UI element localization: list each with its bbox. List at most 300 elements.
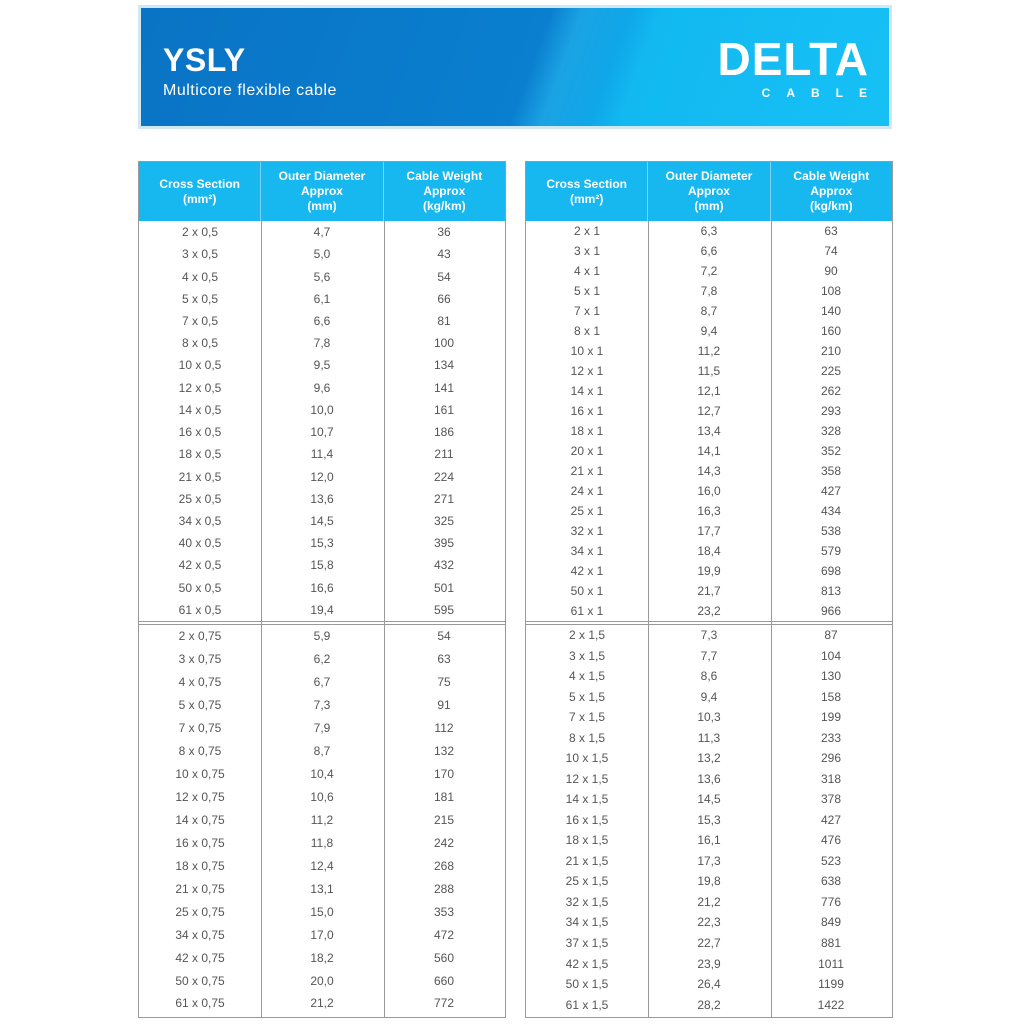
table-row xyxy=(526,222,892,241)
cross-section-cell: 40 x 0,5 xyxy=(178,536,222,551)
cross-section-cell: 25 x 0,75 xyxy=(175,904,225,919)
cable-weight-cell: 134 xyxy=(433,358,455,373)
outer-diameter-cell: 7,7 xyxy=(700,648,718,663)
table-row xyxy=(526,872,892,891)
cable-weight-cell: 63 xyxy=(824,224,838,238)
header-banner xyxy=(138,5,892,129)
cross-section-cell: 50 x 0,75 xyxy=(175,973,225,988)
cable-weight-cell: 352 xyxy=(820,444,842,458)
table-row xyxy=(526,687,892,706)
table-row xyxy=(139,856,505,875)
table-row xyxy=(526,402,892,421)
outer-diameter-cell: 15,3 xyxy=(310,536,334,551)
table-row xyxy=(526,422,892,441)
table-row xyxy=(526,362,892,381)
cable-weight-cell: 579 xyxy=(820,544,842,558)
cross-section-cell: 5 x 1,5 xyxy=(568,689,606,704)
table-row xyxy=(139,788,505,807)
outer-diameter-cell: 10,3 xyxy=(697,710,721,725)
table-row xyxy=(526,522,892,541)
cross-section-cell: 34 x 1,5 xyxy=(565,915,609,930)
table-row xyxy=(526,322,892,341)
cable-weight-cell: 523 xyxy=(820,853,842,868)
cross-section-cell: 4 x 1,5 xyxy=(568,669,606,684)
cable-weight-cell: 108 xyxy=(820,284,842,298)
cable-weight-cell: 595 xyxy=(433,602,455,617)
cable-weight-cell: 233 xyxy=(820,730,842,745)
outer-diameter-cell: 26,4 xyxy=(697,977,721,992)
cross-section-cell: 61 x 1,5 xyxy=(565,997,609,1012)
cable-weight-cell: 378 xyxy=(820,792,842,807)
cable-weight-cell: 211 xyxy=(434,447,454,462)
cable-weight-cell: 262 xyxy=(820,384,842,398)
cable-weight-cell: 638 xyxy=(820,874,842,889)
table-row xyxy=(526,975,892,994)
table-row xyxy=(526,646,892,665)
product-title: YSLY xyxy=(163,42,246,78)
cross-section-cell: 12 x 0,5 xyxy=(178,380,222,395)
column-divider xyxy=(648,221,649,1017)
cable-weight-cell: 87 xyxy=(824,628,838,643)
cross-section-cell: 50 x 1,5 xyxy=(565,977,609,992)
table-row xyxy=(139,245,505,264)
cable-weight-cell: 271 xyxy=(433,491,455,506)
cable-weight-cell: 538 xyxy=(820,524,842,538)
cross-section-cell: 18 x 1,5 xyxy=(565,833,609,848)
cable-weight-cell: 660 xyxy=(433,973,455,988)
logo-word: DELTA xyxy=(717,33,869,85)
cross-section-cell: 16 x 0,5 xyxy=(178,425,222,440)
cable-weight-cell: 63 xyxy=(437,652,451,667)
outer-diameter-cell: 14,3 xyxy=(697,464,721,478)
outer-diameter-cell: 8,7 xyxy=(313,744,331,759)
table-row xyxy=(139,742,505,761)
cable-weight-cell: 849 xyxy=(820,915,842,930)
cable-weight-cell: 91 xyxy=(437,698,451,713)
cable-weight-cell: 432 xyxy=(433,558,455,573)
product-subtitle: Multicore flexible cable xyxy=(163,82,337,99)
table-row xyxy=(526,442,892,461)
cable-weight-cell: 112 xyxy=(434,721,454,736)
outer-diameter-cell: 5,0 xyxy=(313,247,331,262)
column-divider xyxy=(384,221,385,1017)
table-row xyxy=(139,971,505,990)
cross-section-cell: 14 x 0,75 xyxy=(175,812,225,827)
cross-section-cell: 3 x 0,5 xyxy=(181,247,219,262)
outer-diameter-cell: 11,5 xyxy=(697,364,721,378)
cross-section-cell: 5 x 0,5 xyxy=(181,291,219,306)
cross-section-cell: 34 x 0,5 xyxy=(178,513,222,528)
cross-section-cell: 5 x 0,75 xyxy=(178,698,222,713)
cross-section-cell: 8 x 0,5 xyxy=(181,336,219,351)
outer-diameter-cell: 15,0 xyxy=(310,904,334,919)
cross-section-cell: 61 x 1 xyxy=(570,604,604,618)
outer-diameter-cell: 11,2 xyxy=(697,344,721,358)
cross-section-cell: 25 x 1 xyxy=(570,504,604,518)
table-row xyxy=(139,765,505,784)
table-row xyxy=(526,810,892,829)
outer-diameter-cell: 23,2 xyxy=(697,604,721,618)
table-section xyxy=(526,221,892,625)
table-row xyxy=(139,948,505,967)
outer-diameter-cell: 11,3 xyxy=(697,730,721,745)
column-header: Cross Section (mm²) xyxy=(526,162,648,221)
outer-diameter-cell: 11,8 xyxy=(310,835,334,850)
table-row xyxy=(139,489,505,508)
cross-section-cell: 10 x 0,75 xyxy=(175,767,225,782)
table-row xyxy=(139,810,505,829)
outer-diameter-cell: 16,3 xyxy=(697,504,721,518)
table-row xyxy=(526,954,892,973)
cable-weight-cell: 81 xyxy=(437,313,451,328)
cable-weight-cell: 1422 xyxy=(817,997,845,1012)
table-row xyxy=(139,627,505,646)
outer-diameter-cell: 6,1 xyxy=(313,291,331,306)
cross-section-cell: 12 x 1,5 xyxy=(565,771,609,786)
outer-diameter-cell: 4,7 xyxy=(313,225,331,240)
cross-section-cell: 42 x 1,5 xyxy=(565,956,609,971)
table-section xyxy=(139,625,505,1015)
cross-section-cell: 7 x 0,75 xyxy=(178,721,222,736)
cable-weight-cell: 501 xyxy=(433,580,455,595)
cross-section-cell: 34 x 1 xyxy=(570,544,604,558)
cross-section-cell: 4 x 0,5 xyxy=(181,269,219,284)
outer-diameter-cell: 21,2 xyxy=(697,894,721,909)
cable-weight-cell: 296 xyxy=(820,751,842,766)
outer-diameter-cell: 17,3 xyxy=(697,853,721,868)
cable-weight-cell: 434 xyxy=(820,504,842,518)
cable-weight-cell: 66 xyxy=(437,291,451,306)
table-row xyxy=(526,851,892,870)
cable-weight-cell: 161 xyxy=(433,402,455,417)
cable-weight-cell: 215 xyxy=(433,812,455,827)
outer-diameter-cell: 6,6 xyxy=(700,244,718,258)
cable-weight-cell: 325 xyxy=(433,513,455,528)
cross-section-cell: 18 x 1 xyxy=(570,424,604,438)
table-row xyxy=(526,282,892,301)
table-row xyxy=(526,892,892,911)
cross-section-cell: 12 x 0,75 xyxy=(175,790,225,805)
outer-diameter-cell: 7,8 xyxy=(700,284,718,298)
table-row xyxy=(139,356,505,375)
cross-section-cell: 7 x 1,5 xyxy=(568,710,606,725)
outer-diameter-cell: 12,1 xyxy=(697,384,721,398)
cable-weight-cell: 353 xyxy=(433,904,455,919)
table-row xyxy=(526,462,892,481)
table-row xyxy=(139,879,505,898)
cable-weight-cell: 141 xyxy=(433,380,455,395)
table-row xyxy=(139,467,505,486)
cross-section-cell: 2 x 0,5 xyxy=(181,225,219,240)
cable-weight-cell: 472 xyxy=(433,927,455,942)
outer-diameter-cell: 13,6 xyxy=(310,491,334,506)
cable-weight-cell: 132 xyxy=(433,744,455,759)
outer-diameter-cell: 7,3 xyxy=(700,628,718,643)
cable-weight-cell: 74 xyxy=(824,244,838,258)
cable-weight-cell: 54 xyxy=(437,629,451,644)
delta-cable-logo xyxy=(659,33,883,102)
table-row xyxy=(526,933,892,952)
cable-table-left xyxy=(138,161,506,1018)
outer-diameter-cell: 10,6 xyxy=(310,790,334,805)
table-row xyxy=(526,502,892,521)
column-header: Cable Weight Approx (kg/km) xyxy=(793,169,870,213)
table-row xyxy=(139,378,505,397)
outer-diameter-cell: 14,5 xyxy=(697,792,721,807)
outer-diameter-cell: 7,8 xyxy=(313,336,331,351)
table-row xyxy=(139,223,505,242)
cable-weight-cell: 395 xyxy=(433,536,455,551)
outer-diameter-cell: 5,6 xyxy=(313,269,331,284)
cable-weight-cell: 288 xyxy=(433,881,455,896)
cross-section-cell: 25 x 0,5 xyxy=(178,491,222,506)
outer-diameter-cell: 12,0 xyxy=(310,469,334,484)
table-row xyxy=(526,831,892,850)
outer-diameter-cell: 9,6 xyxy=(313,380,331,395)
cable-weight-cell: 1011 xyxy=(818,956,844,971)
table-row xyxy=(139,534,505,553)
cross-section-cell: 4 x 1 xyxy=(573,264,600,278)
cable-table-right xyxy=(525,161,893,1018)
table-row xyxy=(139,267,505,286)
cross-section-cell: 5 x 1 xyxy=(573,284,600,298)
cross-section-cell: 18 x 0,5 xyxy=(178,447,222,462)
table-section xyxy=(526,625,892,1015)
cable-weight-cell: 560 xyxy=(433,950,455,965)
cross-section-cell: 32 x 1,5 xyxy=(565,894,609,909)
cross-section-cell: 37 x 1,5 xyxy=(565,935,609,950)
cross-section-cell: 42 x 0,5 xyxy=(178,558,222,573)
outer-diameter-cell: 17,7 xyxy=(697,524,721,538)
table-row xyxy=(526,667,892,686)
cable-weight-cell: 75 xyxy=(437,675,451,690)
table-row xyxy=(139,400,505,419)
cable-weight-cell: 242 xyxy=(433,835,455,850)
cross-section-cell: 7 x 0,5 xyxy=(181,313,219,328)
cable-weight-cell: 776 xyxy=(820,894,842,909)
outer-diameter-cell: 9,4 xyxy=(700,689,718,704)
table-row xyxy=(526,602,892,621)
outer-diameter-cell: 13,1 xyxy=(310,881,334,896)
cross-section-cell: 21 x 0,75 xyxy=(175,881,225,896)
cross-section-cell: 14 x 0,5 xyxy=(178,402,222,417)
cable-weight-cell: 772 xyxy=(433,996,455,1011)
table-row xyxy=(526,302,892,321)
cable-weight-cell: 160 xyxy=(820,324,842,338)
cross-section-cell: 24 x 1 xyxy=(570,484,604,498)
outer-diameter-cell: 21,7 xyxy=(697,584,721,598)
cable-weight-cell: 318 xyxy=(820,771,842,786)
outer-diameter-cell: 9,4 xyxy=(700,324,718,338)
table-header xyxy=(526,162,892,221)
table-row xyxy=(139,311,505,330)
table-row xyxy=(139,673,505,692)
outer-diameter-cell: 5,9 xyxy=(313,629,331,644)
outer-diameter-cell: 15,3 xyxy=(697,812,721,827)
outer-diameter-cell: 7,3 xyxy=(313,698,331,713)
column-divider xyxy=(771,221,772,1017)
table-row xyxy=(139,334,505,353)
cross-section-cell: 3 x 0,75 xyxy=(178,652,222,667)
cross-section-cell: 2 x 0,75 xyxy=(178,629,222,644)
cable-weight-cell: 698 xyxy=(820,564,842,578)
cable-weight-cell: 43 xyxy=(437,247,451,262)
cable-weight-cell: 104 xyxy=(820,648,842,663)
outer-diameter-cell: 22,7 xyxy=(697,935,721,950)
cable-weight-cell: 328 xyxy=(820,424,842,438)
cross-section-cell: 8 x 0,75 xyxy=(178,744,222,759)
column-header: Outer Diameter Approx (mm) xyxy=(261,162,383,221)
outer-diameter-cell: 10,4 xyxy=(310,767,334,782)
outer-diameter-cell: 13,4 xyxy=(697,424,721,438)
table-row xyxy=(139,556,505,575)
outer-diameter-cell: 18,4 xyxy=(697,544,721,558)
cable-weight-cell: 881 xyxy=(820,935,842,950)
outer-diameter-cell: 11,2 xyxy=(310,812,334,827)
cable-weight-cell: 476 xyxy=(820,833,842,848)
table-row xyxy=(526,582,892,601)
cross-section-cell: 10 x 1 xyxy=(570,344,604,358)
outer-diameter-cell: 10,7 xyxy=(310,425,334,440)
cross-section-cell: 3 x 1 xyxy=(573,244,600,258)
cross-section-cell: 4 x 0,75 xyxy=(178,675,222,690)
cable-weight-cell: 54 xyxy=(437,269,451,284)
cable-weight-cell: 186 xyxy=(433,425,455,440)
outer-diameter-cell: 13,2 xyxy=(697,751,721,766)
cross-section-cell: 2 x 1 xyxy=(573,224,600,238)
outer-diameter-cell: 9,5 xyxy=(313,358,331,373)
cable-weight-cell: 1199 xyxy=(818,977,844,992)
table-row xyxy=(139,650,505,669)
cross-section-cell: 8 x 1,5 xyxy=(568,730,606,745)
table-row xyxy=(526,626,892,645)
outer-diameter-cell: 6,7 xyxy=(313,675,331,690)
outer-diameter-cell: 23,9 xyxy=(697,956,721,971)
cable-weight-cell: 140 xyxy=(820,304,842,318)
outer-diameter-cell: 12,4 xyxy=(310,858,334,873)
table-row xyxy=(139,289,505,308)
table-row xyxy=(526,749,892,768)
table-row xyxy=(526,708,892,727)
outer-diameter-cell: 16,1 xyxy=(697,833,721,848)
table-row xyxy=(526,382,892,401)
cross-section-cell: 7 x 1 xyxy=(573,304,600,318)
cross-section-cell: 20 x 1 xyxy=(570,444,604,458)
cable-weight-cell: 130 xyxy=(820,669,842,684)
outer-diameter-cell: 11,4 xyxy=(310,447,334,462)
cross-section-cell: 10 x 0,5 xyxy=(178,358,222,373)
table-row xyxy=(526,790,892,809)
table-row xyxy=(139,445,505,464)
outer-diameter-cell: 17,0 xyxy=(310,927,334,942)
cable-weight-cell: 210 xyxy=(820,344,842,358)
cable-weight-cell: 813 xyxy=(820,584,842,598)
table-row xyxy=(139,719,505,738)
cable-weight-cell: 181 xyxy=(433,790,455,805)
table-row xyxy=(139,423,505,442)
cross-section-cell: 42 x 1 xyxy=(570,564,604,578)
cross-section-cell: 3 x 1,5 xyxy=(568,648,606,663)
cross-section-cell: 50 x 1 xyxy=(570,584,604,598)
outer-diameter-cell: 7,2 xyxy=(700,264,718,278)
table-row xyxy=(139,833,505,852)
table-row xyxy=(526,342,892,361)
cable-weight-cell: 100 xyxy=(433,336,455,351)
outer-diameter-cell: 12,7 xyxy=(697,404,721,418)
outer-diameter-cell: 18,2 xyxy=(310,950,334,965)
cable-weight-cell: 427 xyxy=(820,812,842,827)
column-header: Cable Weight Approx (kg/km) xyxy=(406,169,483,213)
logo-sub: CABLE xyxy=(761,86,883,100)
cable-weight-cell: 224 xyxy=(433,469,455,484)
cross-section-cell: 42 x 0,75 xyxy=(175,950,225,965)
table-row xyxy=(526,482,892,501)
table-row xyxy=(139,994,505,1013)
table-row xyxy=(526,913,892,932)
cable-weight-cell: 358 xyxy=(820,464,842,478)
cross-section-cell: 61 x 0,75 xyxy=(175,996,225,1011)
outer-diameter-cell: 20,0 xyxy=(310,973,334,988)
outer-diameter-cell: 19,4 xyxy=(310,602,334,617)
table-row xyxy=(139,578,505,597)
outer-diameter-cell: 6,6 xyxy=(313,313,331,328)
table-row xyxy=(139,511,505,530)
table-row xyxy=(526,242,892,261)
outer-diameter-cell: 8,7 xyxy=(700,304,718,318)
table-header xyxy=(139,162,505,221)
outer-diameter-cell: 22,3 xyxy=(697,915,721,930)
outer-diameter-cell: 6,2 xyxy=(313,652,331,667)
cross-section-cell: 21 x 1 xyxy=(570,464,604,478)
cable-weight-cell: 158 xyxy=(820,689,842,704)
cross-section-cell: 16 x 1 xyxy=(570,404,604,418)
outer-diameter-cell: 6,3 xyxy=(700,224,718,238)
table-section xyxy=(139,221,505,625)
cable-weight-cell: 170 xyxy=(433,767,455,782)
cable-weight-cell: 225 xyxy=(820,364,842,378)
outer-diameter-cell: 16,6 xyxy=(310,580,334,595)
cross-section-cell: 8 x 1 xyxy=(573,324,600,338)
outer-diameter-cell: 14,5 xyxy=(310,513,334,528)
table-row xyxy=(139,600,505,619)
cross-section-cell: 18 x 0,75 xyxy=(175,858,225,873)
cross-section-cell: 50 x 0,5 xyxy=(178,580,222,595)
table-row xyxy=(526,542,892,561)
table-row xyxy=(526,769,892,788)
cross-section-cell: 14 x 1 xyxy=(570,384,604,398)
column-header: Cross Section (mm²) xyxy=(139,162,261,221)
table-row xyxy=(139,696,505,715)
cross-section-cell: 34 x 0,75 xyxy=(175,927,225,942)
cable-weight-cell: 90 xyxy=(824,264,838,278)
cross-section-cell: 10 x 1,5 xyxy=(565,751,609,766)
outer-diameter-cell: 21,2 xyxy=(310,996,334,1011)
outer-diameter-cell: 7,9 xyxy=(313,721,331,736)
cable-weight-cell: 36 xyxy=(437,225,451,240)
table-row xyxy=(139,902,505,921)
cross-section-cell: 14 x 1,5 xyxy=(565,792,609,807)
outer-diameter-cell: 16,0 xyxy=(697,484,721,498)
cable-weight-cell: 966 xyxy=(820,604,842,618)
outer-diameter-cell: 13,6 xyxy=(697,771,721,786)
table-row xyxy=(526,995,892,1014)
column-header: Outer Diameter Approx (mm) xyxy=(648,162,770,221)
cable-weight-cell: 199 xyxy=(820,710,842,725)
cross-section-cell: 25 x 1,5 xyxy=(565,874,609,889)
cross-section-cell: 12 x 1 xyxy=(570,364,604,378)
outer-diameter-cell: 15,8 xyxy=(310,558,334,573)
table-row xyxy=(139,925,505,944)
